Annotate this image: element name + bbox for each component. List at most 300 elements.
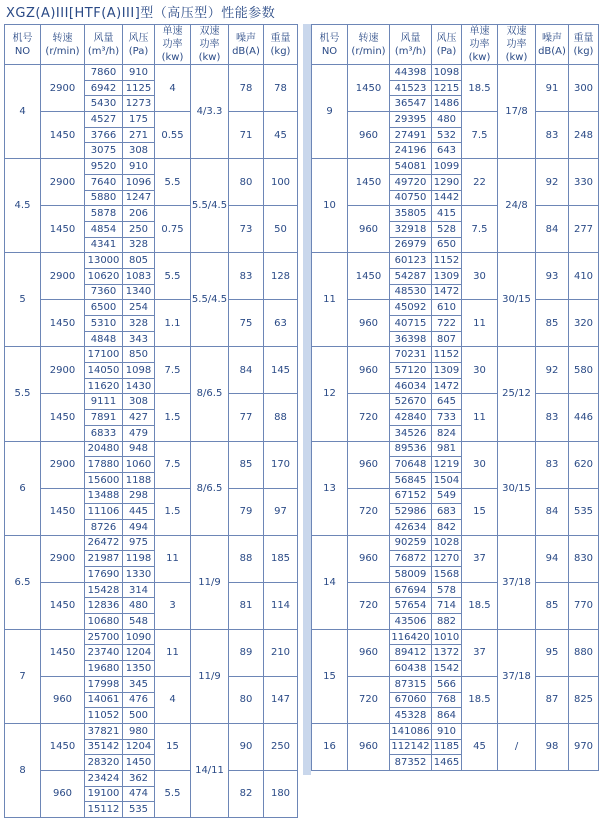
- pressure-cell: 1340: [123, 284, 155, 300]
- column-header: [229, 25, 264, 65]
- column-header-line: 双速: [506, 26, 527, 37]
- speed-cell: 1450: [348, 159, 390, 206]
- weight-cell: 100: [264, 159, 298, 206]
- speed-cell: 1450: [41, 112, 85, 159]
- airflow-cell: 76872: [390, 551, 432, 567]
- airflow-cell: 60123: [390, 253, 432, 269]
- airflow-cell: 87315: [390, 676, 432, 692]
- table-row: [5, 112, 298, 128]
- speed-cell: 960: [348, 723, 390, 770]
- pressure-cell: 1060: [123, 457, 155, 473]
- pressure-cell: 345: [123, 676, 155, 692]
- noise-cell: 83: [536, 441, 569, 488]
- single-speed-power-cell: 30: [462, 253, 498, 300]
- single-speed-power-cell: 30: [462, 441, 498, 488]
- airflow-cell: 8726: [85, 519, 123, 535]
- table-row: [5, 300, 298, 316]
- airflow-cell: 5310: [85, 316, 123, 332]
- weight-cell: 300: [569, 65, 599, 112]
- column-header: [312, 25, 348, 65]
- noise-cell: 89: [229, 629, 264, 676]
- pressure-cell: 683: [432, 504, 462, 520]
- fan-number-cell: 16: [312, 723, 348, 770]
- pressure-cell: 1204: [123, 739, 155, 755]
- table-row: [5, 394, 298, 410]
- fan-number-cell: 6: [5, 441, 41, 535]
- single-speed-power-cell: 4: [155, 676, 191, 723]
- table-row: [5, 253, 298, 269]
- single-speed-power-cell: 1.1: [155, 300, 191, 347]
- airflow-cell: 13000: [85, 253, 123, 269]
- pressure-cell: 1350: [123, 661, 155, 677]
- single-speed-power-cell: 15: [462, 488, 498, 535]
- airflow-cell: 11620: [85, 378, 123, 394]
- airflow-cell: 67694: [390, 582, 432, 598]
- pressure-cell: 549: [432, 488, 462, 504]
- column-header-line: 机号: [319, 32, 340, 44]
- airflow-cell: 42634: [390, 519, 432, 535]
- noise-cell: 85: [536, 300, 569, 347]
- speed-cell: 2900: [41, 65, 85, 112]
- noise-cell: 90: [229, 723, 264, 770]
- weight-cell: 830: [569, 535, 599, 582]
- airflow-cell: 17880: [85, 457, 123, 473]
- pressure-cell: 314: [123, 582, 155, 598]
- dual-speed-power-cell: /: [498, 723, 536, 770]
- noise-cell: 83: [229, 253, 264, 300]
- pressure-cell: 480: [432, 112, 462, 128]
- fan-performance-table-left: [4, 24, 298, 818]
- airflow-cell: 6942: [85, 80, 123, 96]
- weight-cell: 825: [569, 676, 599, 723]
- airflow-cell: 5880: [85, 190, 123, 206]
- speed-cell: 960: [348, 112, 390, 159]
- dual-speed-power-cell: 37/18: [498, 629, 536, 723]
- airflow-cell: 9520: [85, 159, 123, 175]
- airflow-cell: 43506: [390, 614, 432, 630]
- single-speed-power-cell: 1.5: [155, 394, 191, 441]
- pressure-cell: 842: [432, 519, 462, 535]
- airflow-cell: 5878: [85, 206, 123, 222]
- pressure-cell: 1098: [432, 65, 462, 81]
- airflow-cell: 15112: [85, 802, 123, 818]
- pressure-cell: 445: [123, 504, 155, 520]
- table-row: [312, 535, 599, 551]
- column-header: [41, 25, 85, 65]
- speed-cell: 960: [348, 347, 390, 394]
- single-speed-power-cell: 11: [155, 629, 191, 676]
- airflow-cell: 9111: [85, 394, 123, 410]
- table-row: [312, 441, 599, 457]
- dual-speed-power-cell: 8/6.5: [191, 441, 229, 535]
- pressure-cell: 528: [432, 221, 462, 237]
- airflow-cell: 7360: [85, 284, 123, 300]
- column-header: [348, 25, 390, 65]
- single-speed-power-cell: 18.5: [462, 65, 498, 112]
- pressure-cell: 175: [123, 112, 155, 128]
- airflow-cell: 7891: [85, 410, 123, 426]
- table-row: [5, 535, 298, 551]
- weight-cell: 128: [264, 253, 298, 300]
- column-header-line: (Pa): [128, 45, 149, 57]
- airflow-cell: 36547: [390, 96, 432, 112]
- pressure-cell: 328: [123, 316, 155, 332]
- airflow-cell: 52986: [390, 504, 432, 520]
- fan-number-cell: 10: [312, 159, 348, 253]
- column-header-line: 功率: [506, 39, 527, 50]
- airflow-cell: 4527: [85, 112, 123, 128]
- column-header-line: 功率: [162, 39, 183, 50]
- dual-speed-power-cell: 11/9: [191, 629, 229, 723]
- noise-cell: 73: [229, 206, 264, 253]
- airflow-cell: 21987: [85, 551, 123, 567]
- single-speed-power-cell: 7.5: [462, 112, 498, 159]
- noise-cell: 80: [229, 159, 264, 206]
- pressure-cell: 362: [123, 770, 155, 786]
- noise-cell: 81: [229, 582, 264, 629]
- pressure-cell: 1486: [432, 96, 462, 112]
- single-speed-power-cell: 18.5: [462, 676, 498, 723]
- fan-number-cell: 6.5: [5, 535, 41, 629]
- weight-cell: 330: [569, 159, 599, 206]
- pressure-cell: 1450: [123, 755, 155, 771]
- airflow-cell: 54287: [390, 268, 432, 284]
- airflow-cell: 4854: [85, 221, 123, 237]
- airflow-cell: 70231: [390, 347, 432, 363]
- noise-cell: 92: [536, 347, 569, 394]
- dual-speed-power-cell: 4/3.3: [191, 65, 229, 159]
- noise-cell: 80: [229, 676, 264, 723]
- table-row: [5, 65, 298, 81]
- noise-cell: 83: [536, 394, 569, 441]
- airflow-cell: 34526: [390, 425, 432, 441]
- dual-speed-power-cell: 17/8: [498, 65, 536, 159]
- dual-speed-power-cell: 5.5/4.5: [191, 159, 229, 253]
- pressure-cell: 1152: [432, 347, 462, 363]
- airflow-cell: 15600: [85, 472, 123, 488]
- table-row: [312, 723, 599, 739]
- pressure-cell: 427: [123, 410, 155, 426]
- speed-cell: 1450: [41, 629, 85, 676]
- weight-cell: 45: [264, 112, 298, 159]
- single-speed-power-cell: 5.5: [155, 159, 191, 206]
- speed-cell: 960: [348, 300, 390, 347]
- pressure-cell: 298: [123, 488, 155, 504]
- weight-cell: 446: [569, 394, 599, 441]
- noise-cell: 84: [536, 488, 569, 535]
- table-row: [5, 488, 298, 504]
- speed-cell: 2900: [41, 535, 85, 582]
- column-header-line: (kw): [161, 52, 184, 63]
- column-header-line: 功率: [469, 39, 490, 50]
- weight-cell: 78: [264, 65, 298, 112]
- airflow-cell: 116420: [390, 629, 432, 645]
- airflow-cell: 87352: [390, 755, 432, 771]
- airflow-cell: 89536: [390, 441, 432, 457]
- column-header-line: 重量: [573, 32, 594, 44]
- pressure-cell: 1309: [432, 268, 462, 284]
- airflow-cell: 6500: [85, 300, 123, 316]
- airflow-cell: 52670: [390, 394, 432, 410]
- speed-cell: 1450: [348, 65, 390, 112]
- pressure-cell: 1204: [123, 645, 155, 661]
- column-divider: [303, 24, 311, 775]
- column-header: [5, 25, 41, 65]
- weight-cell: 970: [569, 723, 599, 770]
- airflow-cell: 3075: [85, 143, 123, 159]
- table-row: [5, 676, 298, 692]
- pressure-cell: 308: [123, 394, 155, 410]
- column-header-line: 转速: [358, 32, 379, 44]
- speed-cell: 720: [348, 676, 390, 723]
- column-header-line: 重量: [270, 32, 291, 44]
- airflow-cell: 54081: [390, 159, 432, 175]
- pressure-cell: 479: [123, 425, 155, 441]
- pressure-cell: 981: [432, 441, 462, 457]
- pressure-cell: 733: [432, 410, 462, 426]
- header-row: [312, 25, 599, 65]
- single-speed-power-cell: 1.5: [155, 488, 191, 535]
- pressure-cell: 1215: [432, 80, 462, 96]
- column-header-line: 风压: [436, 32, 457, 44]
- fan-number-cell: 12: [312, 347, 348, 441]
- airflow-cell: 14061: [85, 692, 123, 708]
- noise-cell: 98: [536, 723, 569, 770]
- pressure-cell: 474: [123, 786, 155, 802]
- pressure-cell: 850: [123, 347, 155, 363]
- airflow-cell: 17100: [85, 347, 123, 363]
- pressure-cell: 271: [123, 127, 155, 143]
- airflow-cell: 12836: [85, 598, 123, 614]
- column-header-line: (kw): [468, 52, 491, 63]
- pressure-cell: 206: [123, 206, 155, 222]
- pressure-cell: 1098: [123, 363, 155, 379]
- pressure-cell: 328: [123, 237, 155, 253]
- single-speed-power-cell: 30: [462, 347, 498, 394]
- column-header: [569, 25, 599, 65]
- pressure-cell: 1247: [123, 190, 155, 206]
- pressure-cell: 807: [432, 331, 462, 347]
- pressure-cell: 610: [432, 300, 462, 316]
- speed-cell: 1450: [41, 206, 85, 253]
- airflow-cell: 10620: [85, 268, 123, 284]
- weight-cell: 50: [264, 206, 298, 253]
- airflow-cell: 141086: [390, 723, 432, 739]
- airflow-cell: 13488: [85, 488, 123, 504]
- fan-number-cell: 13: [312, 441, 348, 535]
- weight-cell: 250: [264, 723, 298, 770]
- fan-number-cell: 4.5: [5, 159, 41, 253]
- table-row: [312, 159, 599, 175]
- pressure-cell: 1273: [123, 96, 155, 112]
- pressure-cell: 1309: [432, 363, 462, 379]
- airflow-cell: 26979: [390, 237, 432, 253]
- pressure-cell: 1442: [432, 190, 462, 206]
- airflow-cell: 3766: [85, 127, 123, 143]
- pressure-cell: 1465: [432, 755, 462, 771]
- dual-speed-power-cell: 11/9: [191, 535, 229, 629]
- noise-cell: 87: [536, 676, 569, 723]
- fan-number-cell: 4: [5, 65, 41, 159]
- pressure-cell: 975: [123, 535, 155, 551]
- column-header: [390, 25, 432, 65]
- pressure-cell: 548: [123, 614, 155, 630]
- pressure-cell: 1198: [123, 551, 155, 567]
- column-header-line: 转速: [52, 32, 73, 44]
- table-row: [5, 582, 298, 598]
- weight-cell: 580: [569, 347, 599, 394]
- pressure-cell: 254: [123, 300, 155, 316]
- airflow-cell: 37821: [85, 723, 123, 739]
- table-row: [5, 441, 298, 457]
- column-header-line: (kg): [573, 45, 594, 57]
- speed-cell: 1450: [41, 488, 85, 535]
- pressure-cell: 864: [432, 708, 462, 724]
- airflow-cell: 15428: [85, 582, 123, 598]
- pressure-cell: 714: [432, 598, 462, 614]
- table-row: [5, 723, 298, 739]
- pressure-cell: 1330: [123, 567, 155, 583]
- noise-cell: 84: [229, 347, 264, 394]
- pressure-cell: 1372: [432, 645, 462, 661]
- weight-cell: 880: [569, 629, 599, 676]
- pressure-cell: 1188: [123, 472, 155, 488]
- pressure-cell: 805: [123, 253, 155, 269]
- column-header-line: 风压: [128, 32, 149, 44]
- single-speed-power-cell: 37: [462, 629, 498, 676]
- pressure-cell: 1152: [432, 253, 462, 269]
- pressure-cell: 566: [432, 676, 462, 692]
- pressure-cell: 250: [123, 221, 155, 237]
- column-header-line: 噪声: [236, 32, 256, 44]
- table-row: [312, 65, 599, 81]
- noise-cell: 77: [229, 394, 264, 441]
- weight-cell: 147: [264, 676, 298, 723]
- airflow-cell: 41523: [390, 80, 432, 96]
- airflow-cell: 19680: [85, 661, 123, 677]
- airflow-cell: 46034: [390, 378, 432, 394]
- pressure-cell: 980: [123, 723, 155, 739]
- noise-cell: 92: [536, 159, 569, 206]
- airflow-cell: 90259: [390, 535, 432, 551]
- noise-cell: 85: [229, 441, 264, 488]
- airflow-cell: 11106: [85, 504, 123, 520]
- pressure-cell: 948: [123, 441, 155, 457]
- airflow-cell: 67060: [390, 692, 432, 708]
- fan-number-cell: 7: [5, 629, 41, 723]
- pressure-cell: 308: [123, 143, 155, 159]
- airflow-cell: 89412: [390, 645, 432, 661]
- airflow-cell: 45092: [390, 300, 432, 316]
- single-speed-power-cell: 4: [155, 65, 191, 112]
- pressure-cell: 1430: [123, 378, 155, 394]
- airflow-cell: 7860: [85, 65, 123, 81]
- airflow-cell: 49720: [390, 174, 432, 190]
- table-row: [5, 206, 298, 222]
- pressure-cell: 910: [432, 723, 462, 739]
- table-row: [312, 582, 599, 598]
- single-speed-power-cell: 7.5: [462, 206, 498, 253]
- pressure-cell: 650: [432, 237, 462, 253]
- column-header-line: 噪声: [542, 32, 562, 44]
- speed-cell: 1450: [41, 300, 85, 347]
- speed-cell: 2900: [41, 253, 85, 300]
- table-row: [5, 770, 298, 786]
- column-header: [191, 25, 229, 65]
- speed-cell: 1450: [41, 723, 85, 770]
- pressure-cell: 578: [432, 582, 462, 598]
- pressure-cell: 343: [123, 331, 155, 347]
- airflow-cell: 60438: [390, 661, 432, 677]
- weight-cell: 210: [264, 629, 298, 676]
- airflow-cell: 28320: [85, 755, 123, 771]
- noise-cell: 93: [536, 253, 569, 300]
- airflow-cell: 7640: [85, 174, 123, 190]
- airflow-cell: 26472: [85, 535, 123, 551]
- airflow-cell: 20480: [85, 441, 123, 457]
- header-row: [5, 25, 298, 65]
- table-row: [312, 488, 599, 504]
- table-row: [312, 676, 599, 692]
- airflow-cell: 4341: [85, 237, 123, 253]
- column-header-line: (kg): [270, 45, 291, 57]
- table-row: [312, 629, 599, 645]
- airflow-cell: 14050: [85, 363, 123, 379]
- airflow-cell: 56845: [390, 472, 432, 488]
- airflow-cell: 29395: [390, 112, 432, 128]
- weight-cell: 170: [264, 441, 298, 488]
- airflow-cell: 57654: [390, 598, 432, 614]
- pressure-cell: 1125: [123, 80, 155, 96]
- noise-cell: 78: [229, 65, 264, 112]
- speed-cell: 960: [41, 676, 85, 723]
- noise-cell: 83: [536, 112, 569, 159]
- dual-speed-power-cell: 30/15: [498, 441, 536, 535]
- pressure-cell: 1083: [123, 268, 155, 284]
- page-title: XGZ(A)III[HTF(A)III]型（高压型）性能参数: [6, 6, 276, 21]
- noise-cell: 88: [229, 535, 264, 582]
- airflow-cell: 45328: [390, 708, 432, 724]
- fan-number-cell: 11: [312, 253, 348, 347]
- table-row: [312, 206, 599, 222]
- pressure-cell: 1185: [432, 739, 462, 755]
- airflow-cell: 23740: [85, 645, 123, 661]
- column-header-line: dB(A): [538, 45, 566, 57]
- speed-cell: 960: [348, 535, 390, 582]
- weight-cell: 248: [569, 112, 599, 159]
- airflow-cell: 57120: [390, 363, 432, 379]
- weight-cell: 620: [569, 441, 599, 488]
- single-speed-power-cell: 3: [155, 582, 191, 629]
- fan-performance-table-right: [311, 24, 599, 771]
- noise-cell: 94: [536, 535, 569, 582]
- column-header-line: 双速: [199, 26, 220, 37]
- airflow-cell: 40715: [390, 316, 432, 332]
- speed-cell: 960: [348, 441, 390, 488]
- fan-number-cell: 8: [5, 723, 41, 817]
- single-speed-power-cell: 37: [462, 535, 498, 582]
- pressure-cell: 768: [432, 692, 462, 708]
- fan-number-cell: 5: [5, 253, 41, 347]
- airflow-cell: 5430: [85, 96, 123, 112]
- single-speed-power-cell: 11: [462, 394, 498, 441]
- airflow-cell: 11052: [85, 708, 123, 724]
- column-header-line: NO: [321, 45, 338, 57]
- single-speed-power-cell: 5.5: [155, 253, 191, 300]
- column-header-line: 功率: [199, 39, 220, 50]
- speed-cell: 2900: [41, 347, 85, 394]
- pressure-cell: 1090: [123, 629, 155, 645]
